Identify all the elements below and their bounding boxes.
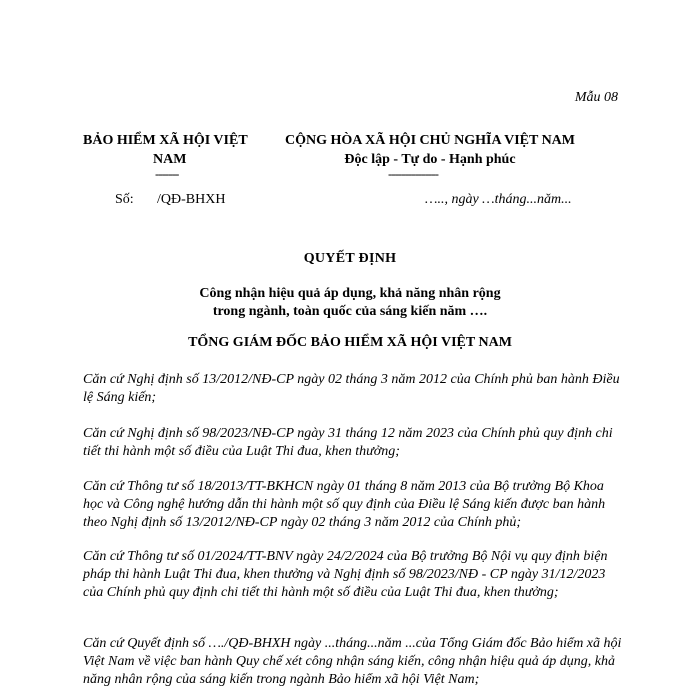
- subtitle-line2: trong ngành, toàn quốc của sáng kiến năm ….: [212, 304, 488, 319]
- issuing-authority: TỔNG GIÁM ĐỐC BẢO HIỂM XÃ HỘI VIỆT NAM: [188, 335, 512, 350]
- legal-basis-item: Căn cứ Quyết định số …./QĐ-BHXH ngày ...tháng...năm ...của Tổng Giám đốc Bảo hiểm xã hội Việt Nam về việc ban hành Quy chế xét công nhận sáng kiến, công nhận hiệu quả áp dụng, khả năng nhân rộng của sáng kiến trong ngành Bảo hiểm xã hội Việt Nam;: [83, 636, 622, 687]
- legal-basis-item: Căn cứ Thông tư số 18/2013/TT-BKHCN ngày 01 tháng 8 năm 2013 của Bộ trưởng Bộ Khoa học và Công nghệ hướng dẫn thi hành một số quy định của Điều lệ Sáng kiến được ban hành theo Nghị định số 13/2012/NĐ-CP ngày 02 tháng 3 năm 2012 của Chính phủ;: [83, 479, 606, 530]
- document-subtitle: [150, 285, 550, 321]
- agency-name-line2: NAM: [153, 152, 187, 167]
- place-date: ….., ngày …tháng...năm...: [425, 192, 572, 207]
- document-number: [115, 192, 226, 208]
- national-name: CỘNG HÒA XÃ HỘI CHỦ NGHĨA VIỆT NAM: [284, 133, 575, 148]
- national-divider: ---------------: [388, 166, 438, 181]
- document-number-code: /QĐ-BHXH: [157, 192, 226, 207]
- form-code: Mẫu 08: [574, 90, 618, 105]
- document-number-label: Số:: [115, 192, 134, 207]
- national-motto: Độc lập - Tự do - Hạnh phúc: [344, 152, 516, 167]
- legal-basis-item: Căn cứ Thông tư số 01/2024/TT-BNV ngày 24/2/2024 của Bộ trưởng Bộ Nội vụ quy định biện pháp thi hành Luật Thi đua, khen thưởng và Nghị định số 98/2023/NĐ - CP ngày 31/12/2023 của Chính phủ quy định chi tiết thi hành một số điều của Luật Thi đua, khen thưởng;: [83, 549, 608, 600]
- national-heading: [270, 131, 590, 169]
- legal-basis-item: Căn cứ Nghị định số 13/2012/NĐ-CP ngày 02 tháng 3 năm 2012 của Chính phủ ban hành Điều lệ Sáng kiến;: [83, 372, 620, 405]
- legal-basis-item: Căn cứ Nghị định số 98/2023/NĐ-CP ngày 31 tháng 12 năm 2023 của Chính phủ quy định chi tiết thi hành một số điều của Luật Thi đua, khen thưởng;: [83, 426, 613, 459]
- agency-divider: -------: [155, 166, 179, 181]
- subtitle-line1: Công nhận hiệu quả áp dụng, khả năng nhân rộng: [199, 286, 501, 301]
- agency-name: [83, 131, 263, 169]
- document-title: QUYẾT ĐỊNH: [303, 251, 397, 266]
- agency-name-line1: BẢO HIỂM XÃ HỘI VIỆT: [83, 133, 248, 148]
